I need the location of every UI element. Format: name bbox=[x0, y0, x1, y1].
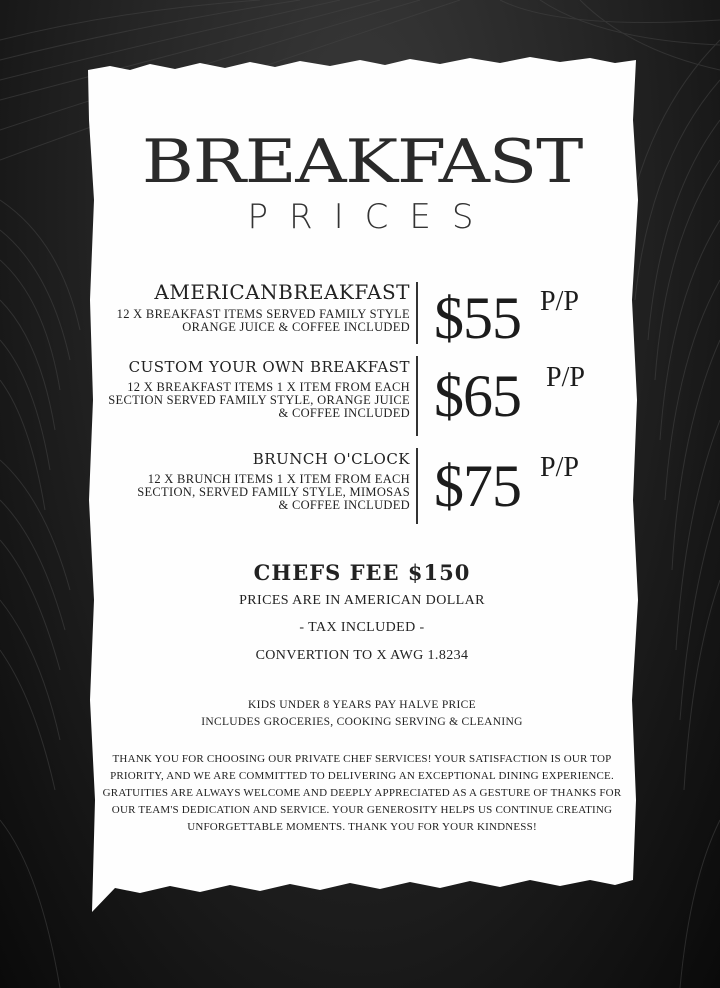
divider bbox=[416, 448, 418, 524]
item-name: BRUNCH O'CLOCK bbox=[252, 450, 410, 468]
item-description: 12 X BRUNCH ITEMS 1 X ITEM FROM EACH SECTION, SERVED FAMILY STYLE, MIMOSAS & COFFEE INCLUDED bbox=[137, 472, 410, 512]
item-name: AMERICANBREAKFAST bbox=[154, 280, 410, 304]
conversion-note: CONVERTION TO X AWG 1.8234 bbox=[255, 648, 469, 663]
tax-note: - TAX INCLUDED - bbox=[299, 620, 425, 635]
item-description: 12 X BREAKFAST ITEMS SERVED FAMILY STYLE ORANGE JUICE & COFFEE INCLUDED bbox=[116, 307, 410, 334]
item-name: CUSTOM YOUR OWN BREAKFAST bbox=[128, 358, 410, 376]
page-title: BREAKFAST bbox=[141, 127, 583, 197]
divider bbox=[416, 356, 418, 436]
item-price: $55 bbox=[434, 285, 521, 351]
price-unit: P/P bbox=[546, 362, 585, 393]
divider bbox=[416, 282, 418, 344]
chefs-fee: CHEFS FEE $150 bbox=[253, 560, 471, 585]
includes-note: INCLUDES GROCERIES, COOKING SERVING & CLEANING bbox=[201, 716, 523, 728]
thank-you-message: THANK YOU FOR CHOOSING OUR PRIVATE CHEF SERVICES! YOUR SATISFACTION IS OUR TOP PRIORITY, AND WE ARE COMMITTED TO DELIVERING AN EXCEPTIONAL DINING EXPERIENCE. GRATUITIES ARE ALWAYS WELCOME AND DEEPLY APPRECIATED AS A GESTURE OF THANKS FOR OUR TEAM'S DEDICATION AND SERVICE. YOUR GENEROSITY HELPS US CONTINUE CREATING UNFORGETTABLE MOMENTS. THANK YOU FOR YOUR KINDNESS! bbox=[102, 753, 622, 833]
price-unit: P/P bbox=[540, 452, 579, 483]
page-subtitle: PRICES bbox=[247, 197, 495, 237]
kids-note: KIDS UNDER 8 YEARS PAY HALVE PRICE bbox=[248, 699, 476, 711]
item-price: $65 bbox=[434, 363, 521, 429]
currency-note: PRICES ARE IN AMERICAN DOLLAR bbox=[239, 593, 485, 608]
price-unit: P/P bbox=[540, 286, 579, 317]
item-price: $75 bbox=[434, 453, 521, 519]
item-description: 12 X BREAKFAST ITEMS 1 X ITEM FROM EACH SECTION SERVED FAMILY STYLE, ORANGE JUICE & COFFEE INCLUDED bbox=[108, 380, 410, 420]
menu-content bbox=[88, 60, 636, 916]
